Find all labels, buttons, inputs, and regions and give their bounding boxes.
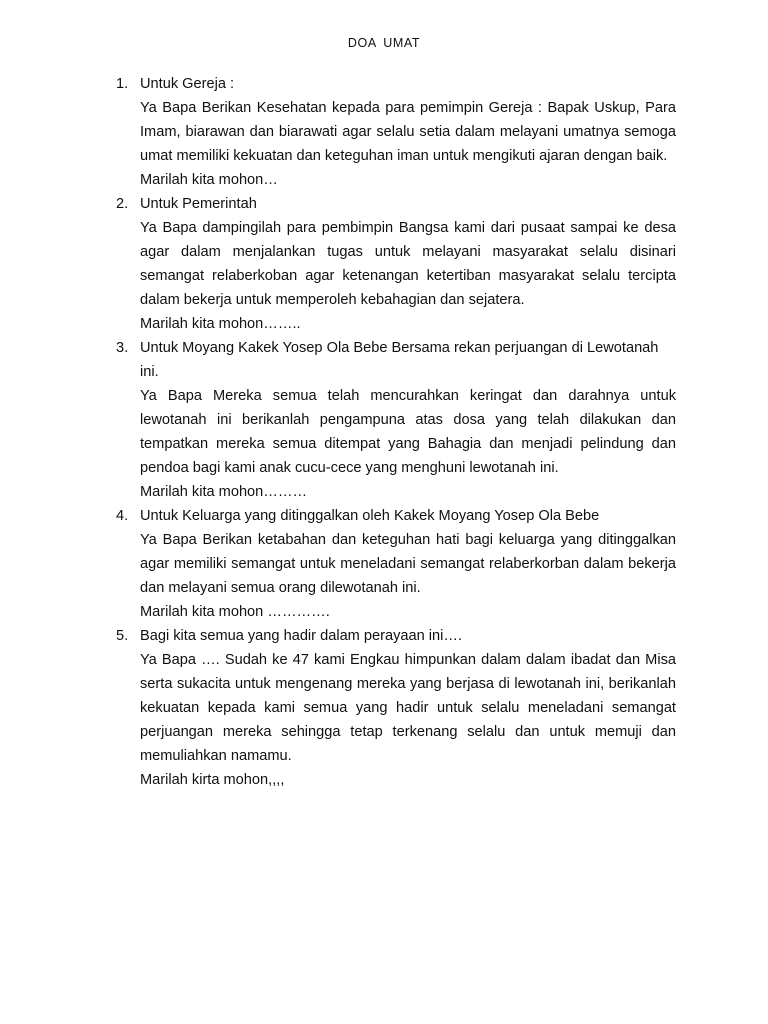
item-response: Marilah kita mohon ………….	[140, 604, 330, 620]
prayer-item-keluarga	[110, 504, 676, 624]
item-body: Ya Bapa Berikan ketabahan dan keteguhan hati bagi keluarga yang ditinggalkan agar memiliki semangat untuk meneladani semangat relaberkorban dalam bekerja dan melayani semua orang dilewotanah ini.	[140, 532, 676, 596]
item-body: Ya Bapa Mereka semua telah mencurahkan keringat dan darahnya untuk lewotanah ini berikanlah pengampuna atas dosa yang telah dilakukan dan tempatkan mereka semua ditempat yang Bahagia dan menjadi pelindung dan pendoa bagi kami anak cucu-cece yang menghuni lewotanah ini.	[140, 388, 676, 476]
item-response: Marilah kirta mohon,,,,	[140, 772, 285, 788]
document-title: DOA UMAT	[347, 36, 421, 50]
item-body: Ya Bapa Berikan Kesehatan kepada para pemimpin Gereja : Bapak Uskup, Para Imam, biarawan dan biarawati agar selalu setia dalam melayani umatnya semoga umat memiliki kekuatan dan keteguhan iman untuk mengikuti ajaran dengan baik.	[140, 100, 676, 164]
item-number: 2.	[116, 196, 129, 212]
item-heading: Untuk Moyang Kakek Yosep Ola Bebe Bersama rekan perjuangan di Lewotanah ini.	[140, 340, 659, 380]
item-heading: Untuk Keluarga yang ditinggalkan oleh Kakek Moyang Yosep Ola Bebe	[140, 508, 600, 524]
prayer-item-kita-semua	[110, 624, 676, 792]
item-number: 3.	[116, 340, 129, 356]
prayer-list	[110, 72, 676, 792]
item-heading: Untuk Pemerintah	[140, 196, 257, 212]
item-number: 4.	[116, 508, 129, 524]
item-body: Ya Bapa dampingilah para pembimpin Bangsa kami dari pusaat sampai ke desa agar dalam menjalankan tugas untuk melayani masyarakat selalu disinari semangat relaberkoban agar ketenangan ketertiban masyarakat selalu tercipta dalam bekerja untuk memperoleh kebahagian dan sejatera.	[140, 220, 676, 308]
item-body: Ya Bapa …. Sudah ke 47 kami Engkau himpunkan dalam dalam ibadat dan Misa serta sukacita untuk mengenang mereka yang berjasa di lewotanah ini, berikanlah kekuatan kepada kami semua yang hadir untuk selalu meneladani semangat perjuangan mereka sehingga tetap terkenang selalu dan untuk memuji dan memuliahkan namamu.	[140, 652, 676, 764]
prayer-item-gereja	[110, 72, 676, 192]
prayer-item-moyang	[110, 336, 676, 504]
item-number: 1.	[116, 76, 129, 92]
item-response: Marilah kita mohon……..	[140, 316, 301, 332]
item-heading: Untuk Gereja :	[140, 76, 235, 92]
item-response: Marilah kita mohon………	[140, 484, 308, 500]
prayer-item-pemerintah	[110, 192, 676, 336]
item-number: 5.	[116, 628, 129, 644]
item-response: Marilah kita mohon…	[140, 172, 278, 188]
item-heading: Bagi kita semua yang hadir dalam perayaan ini….	[140, 628, 463, 644]
